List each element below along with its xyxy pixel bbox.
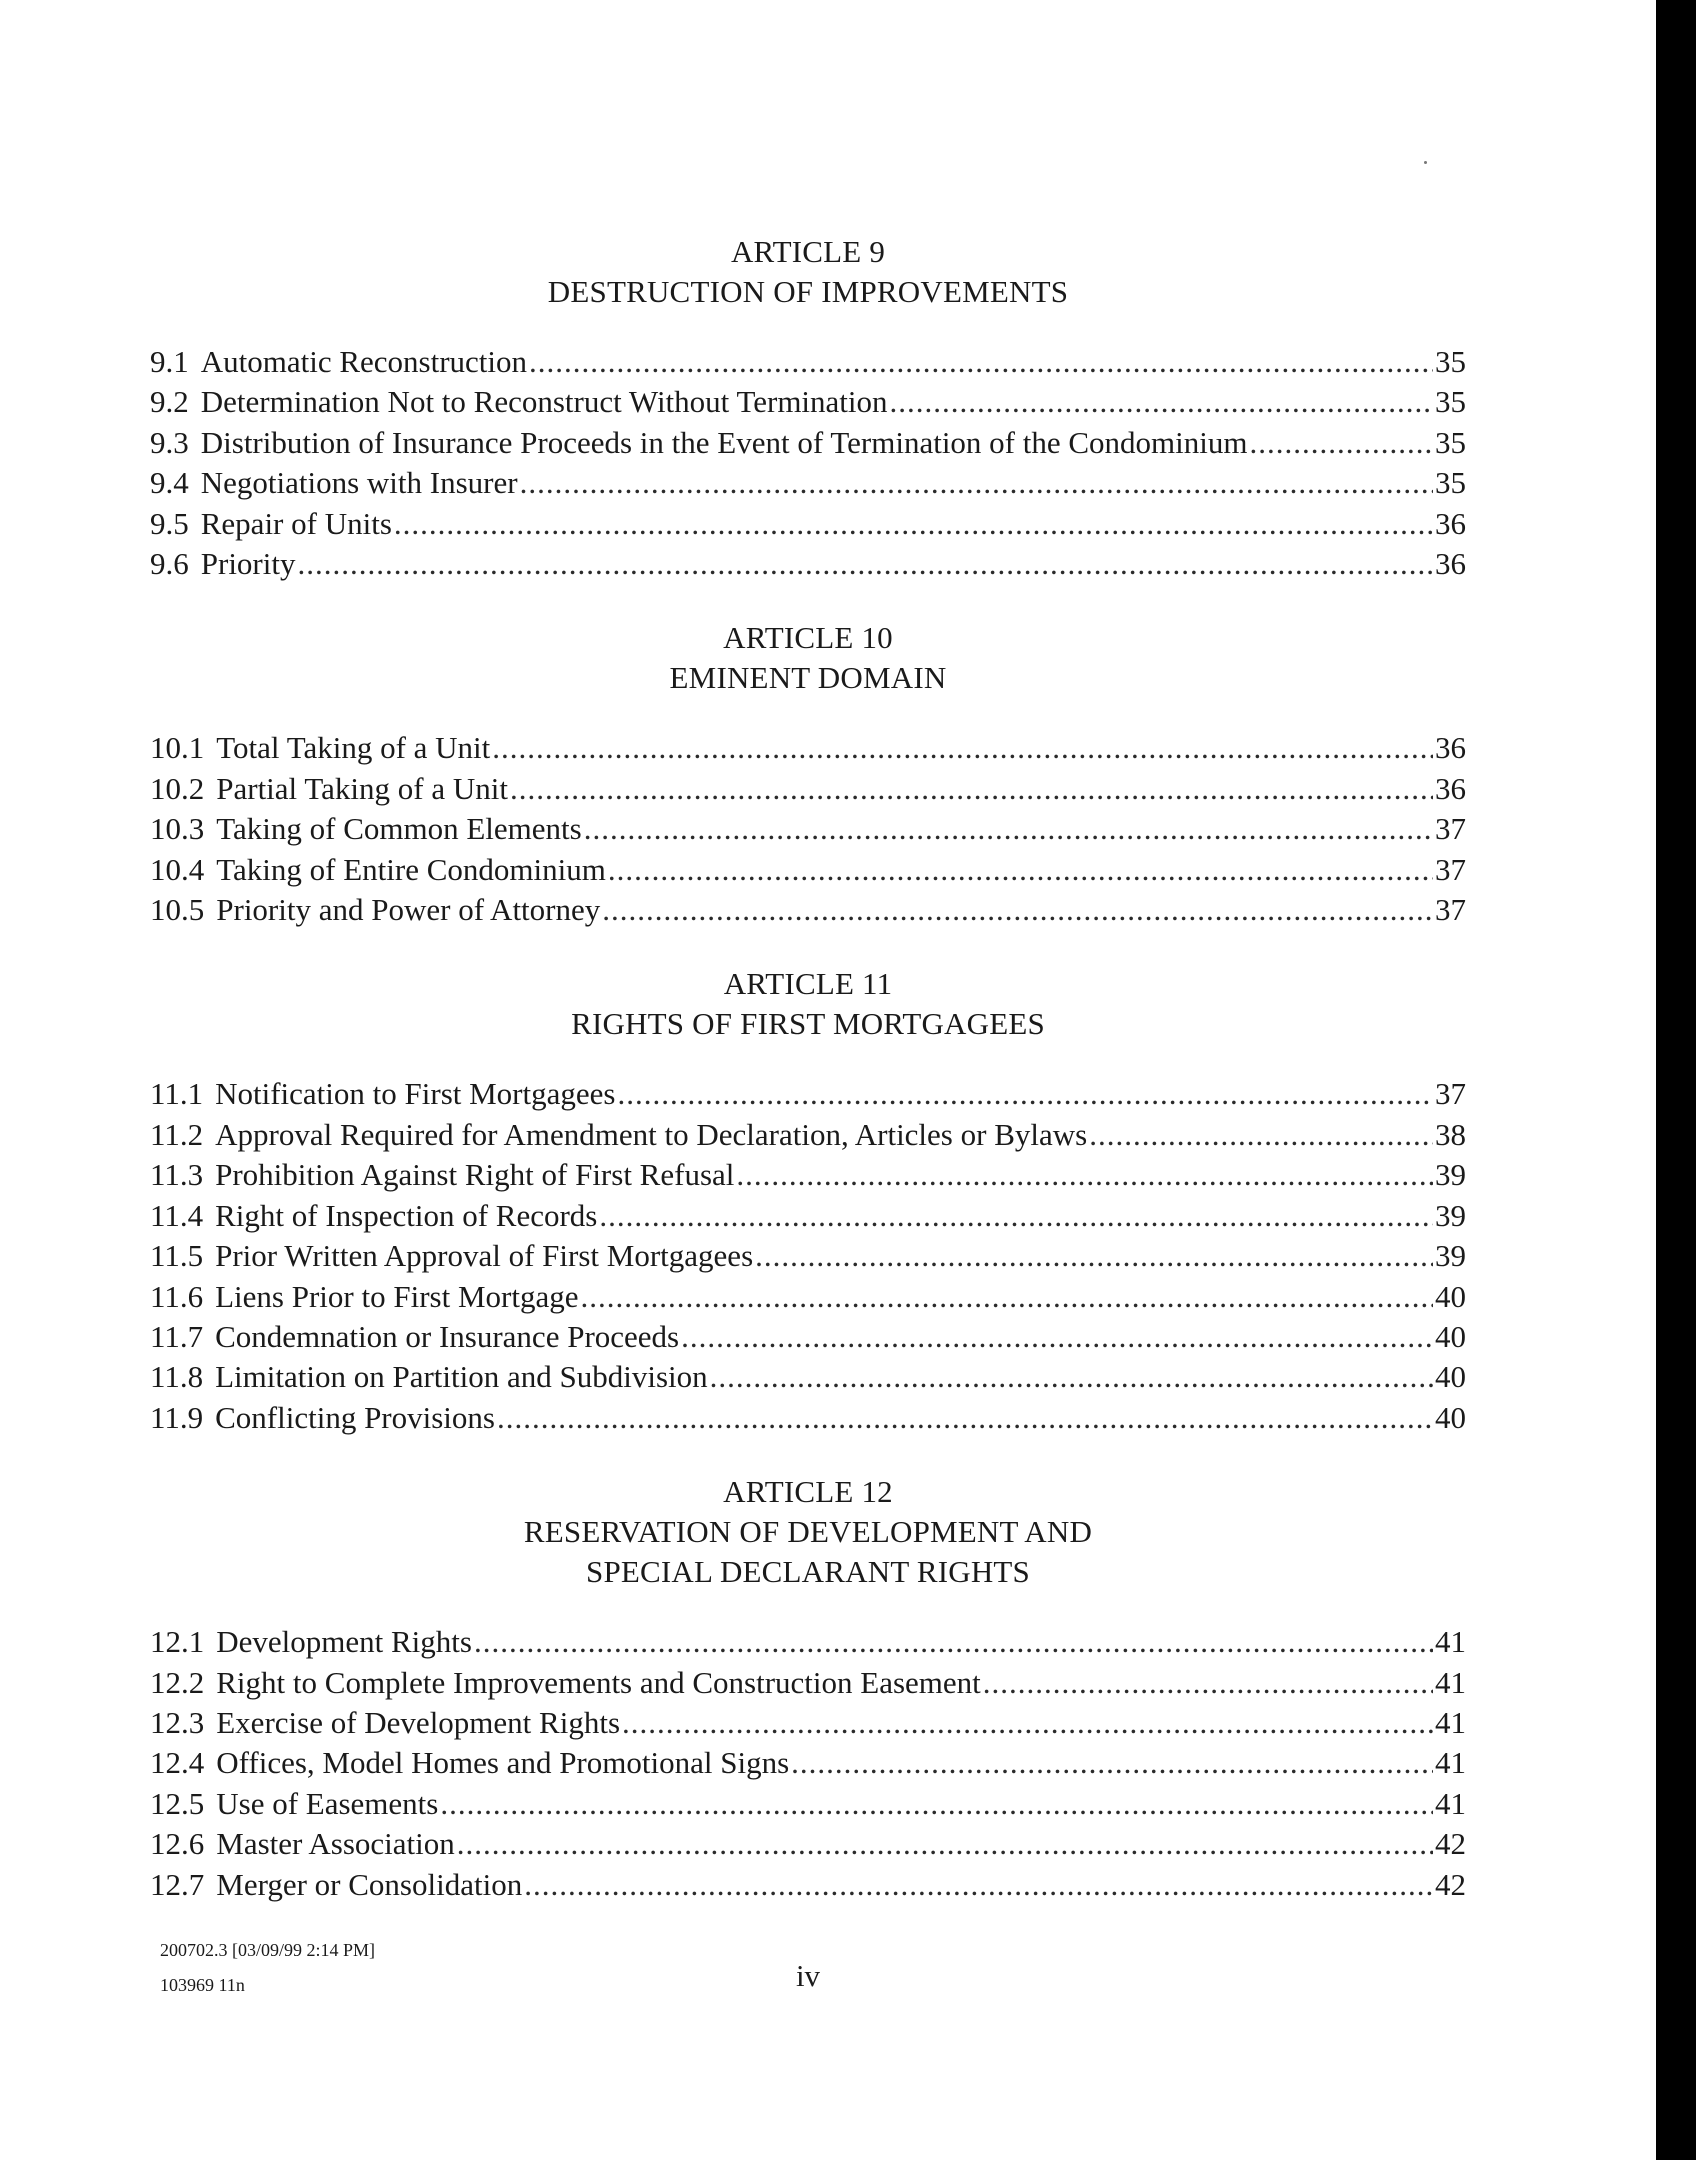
entry-number: 10.2 xyxy=(150,770,205,806)
dot-leader xyxy=(584,809,1433,849)
entry-page: 38 xyxy=(1435,1116,1466,1152)
toc-entry-12-2[interactable] xyxy=(150,1663,1466,1703)
entry-page: 41 xyxy=(1435,1664,1466,1700)
article-12-entries xyxy=(150,1622,1466,1905)
entry-page: 36 xyxy=(1435,730,1466,766)
entry-page: 36 xyxy=(1435,546,1466,582)
toc-entry-9-4[interactable] xyxy=(150,463,1466,503)
entry-title: Priority xyxy=(200,546,296,582)
entry-number: 12.5 xyxy=(150,1785,205,1821)
toc-entry-9-6[interactable] xyxy=(150,544,1466,584)
entry-page: 36 xyxy=(1435,505,1466,541)
entry-number: 9.1 xyxy=(150,344,189,379)
toc-entry-12-6[interactable] xyxy=(150,1824,1466,1864)
toc-entry-12-4[interactable] xyxy=(150,1743,1466,1783)
scan-edge xyxy=(1656,0,1696,2160)
entry-page: 37 xyxy=(1435,892,1466,928)
toc-entry-10-1[interactable] xyxy=(150,728,1466,768)
entry-page: 42 xyxy=(1435,1866,1466,1902)
toc-entry-11-9[interactable] xyxy=(150,1398,1466,1438)
entry-title: Offices, Model Homes and Promotional Signs xyxy=(216,1745,790,1781)
article-10-title: EMINENT DOMAIN xyxy=(669,660,947,696)
dot-leader xyxy=(524,1865,1433,1905)
toc-entry-9-5[interactable] xyxy=(150,504,1466,544)
entry-title: Limitation on Partition and Subdivision xyxy=(215,1359,708,1395)
entry-page: 40 xyxy=(1435,1278,1466,1314)
entry-number: 9.2 xyxy=(150,384,189,420)
toc-entry-11-1[interactable] xyxy=(150,1074,1466,1114)
dot-leader xyxy=(492,728,1433,768)
dot-leader xyxy=(599,1196,1433,1236)
toc-entry-12-3[interactable] xyxy=(150,1703,1466,1743)
entry-number: 10.3 xyxy=(150,811,205,847)
entry-number: 11.5 xyxy=(150,1238,204,1274)
entry-number: 10.1 xyxy=(150,730,205,766)
entry-page: 42 xyxy=(1435,1826,1466,1862)
entry-number: 9.3 xyxy=(150,424,189,460)
dot-leader xyxy=(736,1155,1433,1195)
toc-entry-12-5[interactable] xyxy=(150,1784,1466,1824)
entry-page: 37 xyxy=(1435,1076,1466,1112)
entry-title: Use of Easements xyxy=(216,1785,439,1821)
entry-title: Determination Not to Reconstruct Without Termination xyxy=(200,384,888,420)
dot-leader xyxy=(617,1074,1433,1114)
entry-title: Total Taking of a Unit xyxy=(216,730,491,766)
dot-leader xyxy=(394,504,1433,544)
toc-entry-10-2[interactable] xyxy=(150,769,1466,809)
entry-number: 11.6 xyxy=(150,1278,204,1314)
page-number: iv xyxy=(795,1958,821,1993)
entry-page: 41 xyxy=(1435,1624,1466,1660)
entry-number: 12.3 xyxy=(150,1704,205,1740)
entry-page: 41 xyxy=(1435,1785,1466,1821)
entry-title: Priority and Power of Attorney xyxy=(216,892,601,928)
dot-leader xyxy=(529,342,1433,382)
entry-page: 40 xyxy=(1435,1399,1466,1435)
article-9-number: ARTICLE 9 xyxy=(730,234,886,269)
entry-title: Notification to First Mortgagees xyxy=(215,1076,616,1112)
toc-entry-10-5[interactable] xyxy=(150,890,1466,930)
dot-leader xyxy=(602,890,1433,930)
dot-leader xyxy=(457,1824,1433,1864)
dot-leader xyxy=(983,1663,1433,1703)
article-9-heading xyxy=(150,232,1466,312)
entry-title: Exercise of Development Rights xyxy=(216,1704,621,1740)
entry-title: Taking of Common Elements xyxy=(216,811,582,847)
entry-title: Master Association xyxy=(216,1826,455,1862)
toc-entry-11-3[interactable] xyxy=(150,1155,1466,1195)
dot-leader xyxy=(681,1317,1433,1357)
article-11-title: RIGHTS OF FIRST MORTGAGEES xyxy=(571,1006,1045,1042)
toc-entry-11-4[interactable] xyxy=(150,1196,1466,1236)
article-9-title: DESTRUCTION OF IMPROVEMENTS xyxy=(547,274,1069,309)
entry-page: 41 xyxy=(1435,1745,1466,1781)
dot-leader xyxy=(580,1277,1433,1317)
entry-title: Liens Prior to First Mortgage xyxy=(215,1278,579,1314)
entry-number: 9.5 xyxy=(150,505,189,541)
entry-page: 37 xyxy=(1435,851,1466,887)
toc-entry-11-2[interactable] xyxy=(150,1115,1466,1155)
dot-leader xyxy=(890,382,1433,422)
dot-leader xyxy=(1250,423,1434,463)
entry-page: 39 xyxy=(1435,1197,1466,1233)
entry-title: Repair of Units xyxy=(200,505,392,541)
dot-leader xyxy=(520,463,1433,503)
toc-entry-10-4[interactable] xyxy=(150,850,1466,890)
dot-leader xyxy=(608,850,1433,890)
entry-number: 12.2 xyxy=(150,1664,205,1700)
entry-number: 10.5 xyxy=(150,892,205,928)
entry-title: Right to Complete Improvements and Construction Easement xyxy=(216,1664,981,1700)
entry-number: 12.6 xyxy=(150,1826,205,1862)
entry-title: Taking of Entire Condominium xyxy=(216,851,606,887)
entry-number: 12.1 xyxy=(150,1624,205,1660)
entry-number: 11.9 xyxy=(150,1399,204,1435)
entry-title: Approval Required for Amendment to Declaration, Articles or Bylaws xyxy=(215,1116,1088,1152)
toc-page xyxy=(150,232,1466,1905)
entry-title: Negotiations with Insurer xyxy=(200,465,518,501)
entry-title: Distribution of Insurance Proceeds in the Event of Termination of the Condominium xyxy=(200,424,1248,460)
entry-number: 11.4 xyxy=(150,1197,204,1233)
entry-page: 35 xyxy=(1435,384,1466,420)
dot-leader xyxy=(510,769,1433,809)
article-12-heading xyxy=(150,1472,1466,1592)
dot-leader xyxy=(440,1784,1433,1824)
article-11-heading xyxy=(150,964,1466,1044)
entry-number: 11.3 xyxy=(150,1157,204,1193)
entry-number: 11.8 xyxy=(150,1359,204,1395)
entry-title: Partial Taking of a Unit xyxy=(216,770,508,806)
dot-leader xyxy=(497,1398,1433,1438)
entry-title: Merger or Consolidation xyxy=(216,1866,523,1902)
entry-page: 35 xyxy=(1435,424,1466,460)
entry-number: 11.7 xyxy=(150,1318,204,1354)
entry-title: Prohibition Against Right of First Refusal xyxy=(215,1157,735,1193)
article-12-title-line-1: RESERVATION OF DEVELOPMENT AND xyxy=(523,1514,1093,1550)
entry-number: 11.1 xyxy=(150,1076,204,1112)
entry-title: Condemnation or Insurance Proceeds xyxy=(215,1318,680,1354)
dot-leader xyxy=(622,1703,1433,1743)
toc-entry-12-1[interactable] xyxy=(150,1622,1466,1662)
entry-title: Right of Inspection of Records xyxy=(215,1197,598,1233)
toc-entry-9-1[interactable] xyxy=(150,342,1466,382)
entry-number: 12.7 xyxy=(150,1866,205,1902)
entry-number: 11.2 xyxy=(150,1116,204,1152)
article-10-heading xyxy=(150,618,1466,698)
article-12-title-line-2: SPECIAL DECLARANT RIGHTS xyxy=(586,1554,1030,1590)
toc-entry-11-6[interactable] xyxy=(150,1277,1466,1317)
dot-leader xyxy=(791,1743,1433,1783)
file-code: 103969 11n xyxy=(160,1975,245,1995)
article-10-entries xyxy=(150,728,1466,930)
article-10-number: ARTICLE 10 xyxy=(723,620,893,656)
entry-number: 9.6 xyxy=(150,546,189,582)
entry-title: Conflicting Provisions xyxy=(215,1399,495,1435)
entry-number: 9.4 xyxy=(150,465,189,501)
toc-entry-10-3[interactable] xyxy=(150,809,1466,849)
toc-entry-9-3[interactable] xyxy=(150,423,1466,463)
entry-page: 40 xyxy=(1435,1318,1466,1354)
dot-leader xyxy=(1089,1115,1433,1155)
entry-page: 39 xyxy=(1435,1157,1466,1193)
entry-page: 39 xyxy=(1435,1238,1466,1274)
article-12-number: ARTICLE 12 xyxy=(723,1474,893,1510)
entry-page: 35 xyxy=(1435,465,1466,501)
entry-page: 36 xyxy=(1435,770,1466,806)
article-11-entries xyxy=(150,1074,1466,1438)
toc-entry-11-8[interactable] xyxy=(150,1357,1466,1397)
article-9-entries xyxy=(150,342,1466,584)
document-code: 200702.3 [03/09/99 2:14 PM] xyxy=(160,1940,376,1960)
entry-page: 40 xyxy=(1435,1359,1466,1395)
entry-title: Automatic Reconstruction xyxy=(200,344,528,379)
entry-page: 35 xyxy=(1435,344,1466,379)
dot-leader xyxy=(755,1236,1433,1276)
toc-entry-12-7[interactable] xyxy=(150,1865,1466,1905)
entry-title: Development Rights xyxy=(216,1624,472,1660)
scan-speck xyxy=(1424,161,1427,164)
toc-entry-9-2[interactable] xyxy=(150,382,1466,422)
entry-number: 10.4 xyxy=(150,851,205,887)
entry-page: 41 xyxy=(1435,1704,1466,1740)
entry-number: 12.4 xyxy=(150,1745,205,1781)
entry-page: 37 xyxy=(1435,811,1466,847)
dot-leader xyxy=(710,1357,1433,1397)
dot-leader xyxy=(297,544,1433,584)
toc-entry-11-5[interactable] xyxy=(150,1236,1466,1276)
entry-title: Prior Written Approval of First Mortgagees xyxy=(215,1238,754,1274)
dot-leader xyxy=(474,1622,1433,1662)
article-11-number: ARTICLE 11 xyxy=(723,966,893,1002)
toc-entry-11-7[interactable] xyxy=(150,1317,1466,1357)
